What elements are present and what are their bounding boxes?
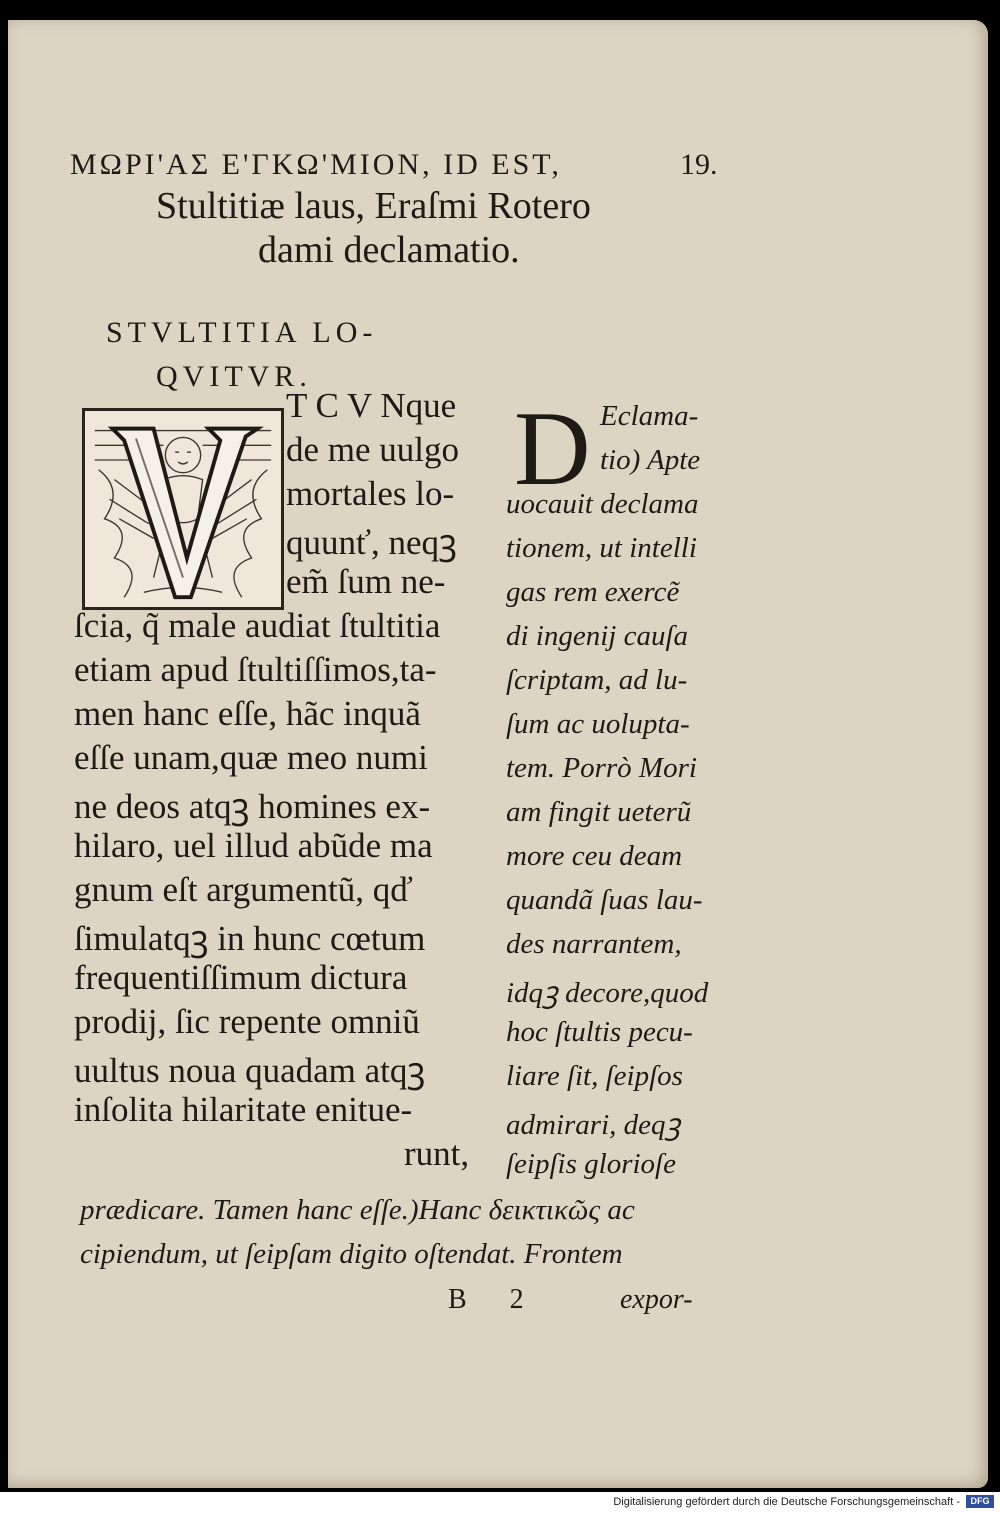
text-line: men hanc eſſe, hãc inquã	[74, 694, 421, 733]
text-line: frequentiſſimum dictura	[74, 958, 408, 997]
gloss-full-line-2: cipiendum, ut ſeipſam digito oſtendat. Frontem	[80, 1238, 623, 1270]
text-line: quunť, neqꝫ	[286, 523, 457, 562]
text-line: T C V Nque	[286, 386, 457, 425]
gloss-line: liare ſit, ſeipſos	[506, 1060, 683, 1092]
section-heading-2: QVITVR.	[156, 360, 312, 393]
text-line: uultus noua quadam atqꝫ	[74, 1051, 426, 1090]
gloss-line: uocauit declama	[506, 488, 699, 520]
gloss-line: des narrantem,	[506, 928, 682, 960]
gloss-line: tio) Apte	[600, 444, 701, 476]
text-line: ne deos atqꝫ homines ex-	[74, 787, 431, 826]
gloss-line: more ceu deam	[506, 840, 683, 872]
gloss-line: hoc ſtultis pecu-	[506, 1016, 693, 1048]
title-line-1: Stultitiæ laus, Eraſmi Rotero	[156, 185, 591, 227]
gloss-line: di ingenij cauſa	[506, 620, 689, 652]
text-line: em̃ ſum ne-	[286, 562, 446, 601]
gloss-full-line-1: prædicare. Tamen hanc eſſe.)Hanc δεικτικῶς ac	[80, 1194, 635, 1226]
text-line: prodĳ, ſic repente omniũ	[74, 1002, 420, 1041]
gloss-line: gas rem exercẽ	[506, 576, 680, 608]
text-line: runt,	[404, 1134, 470, 1173]
gloss-line: idqꝫ decore,quod	[506, 977, 709, 1009]
text-line: ſcia, q̃ male audiat ſtultitia	[74, 606, 441, 645]
section-heading-1: STVLTITIA LO-	[106, 316, 378, 349]
gloss-line: ſum ac uolupta-	[506, 708, 690, 740]
dfg-logo-icon: DFG	[966, 1495, 994, 1508]
gloss-line: ſcriptam, ad lu-	[506, 664, 688, 696]
gloss-line: am fingit ueterũ	[506, 796, 692, 828]
text-line: de me uulgo	[286, 430, 460, 469]
text-line: ſimulatqꝫ in hunc cœtum	[74, 919, 426, 958]
gloss-line: tem. Porrò Mori	[506, 752, 697, 784]
catchword: expor-	[620, 1284, 693, 1315]
gloss-line: admirari, deqꝫ	[506, 1109, 681, 1141]
text-line: gnum eſt argumentũ, qď	[74, 870, 413, 909]
gloss-line: quandã ſuas lau-	[506, 884, 703, 916]
text-line: inſolita hilaritate enitue-	[74, 1090, 413, 1129]
text-line: eſſe unam,quæ meo numi	[74, 738, 428, 777]
title-line-2: dami declamatio.	[258, 229, 520, 271]
signature-mark: B 2	[448, 1284, 542, 1315]
folio-number: 19.	[680, 148, 718, 181]
woodcut-initial-v-icon	[82, 408, 284, 610]
gloss-initial-d: D	[514, 390, 591, 507]
running-title: ΜΩΡΙ'ΑΣ Ε'ΓΚΩ'ΜΙΟΝ, ID EST,	[70, 148, 562, 181]
gloss-line: tionem, ut intelli	[506, 532, 697, 564]
text-line: mortales lo-	[286, 474, 455, 513]
text-line: etiam apud ſtultiſſimos,ta-	[74, 650, 437, 689]
footer-credit: Digitalisierung gefördert durch die Deutsche Forschungsgemeinschaft -	[613, 1496, 960, 1508]
text-line: hilaro, uel illud abũde ma	[74, 826, 433, 865]
book-page	[8, 20, 988, 1488]
gloss-line: Eclama-	[600, 400, 699, 432]
gloss-line: ſeipſis glorioſe	[506, 1148, 676, 1180]
